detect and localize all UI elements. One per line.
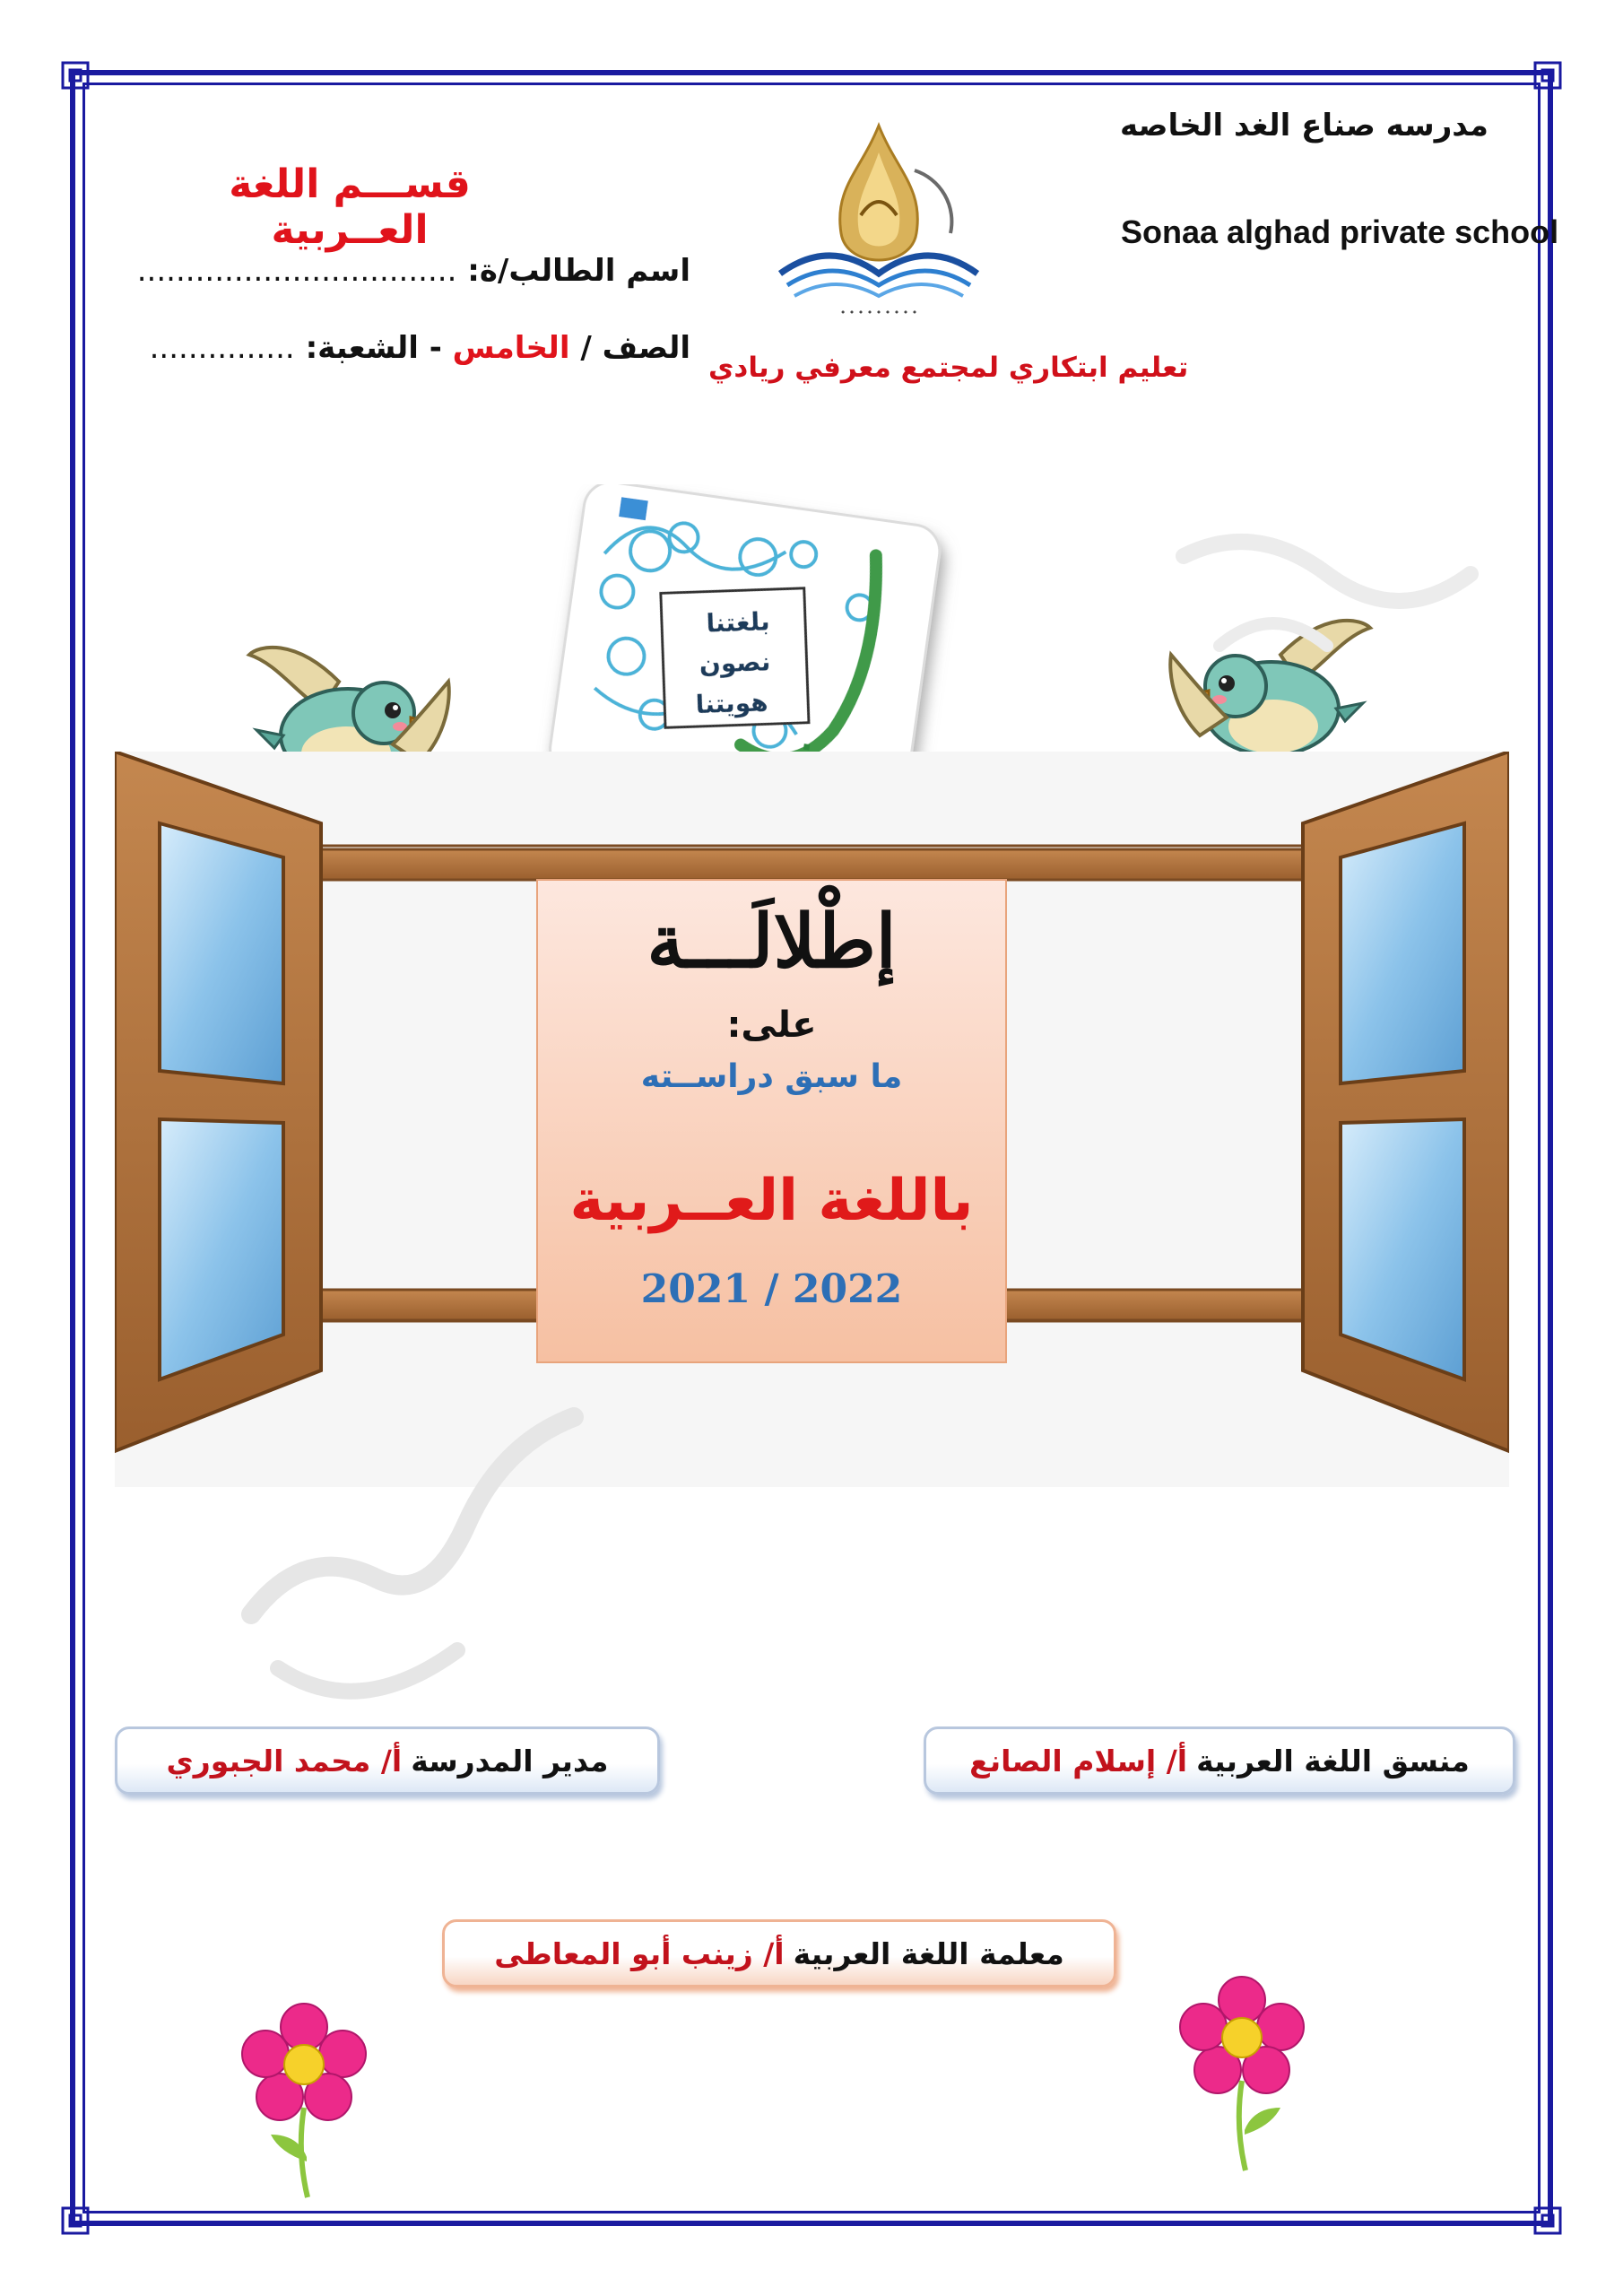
flower-illustration [1175, 1973, 1309, 2179]
corner-ornament [59, 59, 91, 91]
coordinator-box [924, 1726, 1515, 1795]
teacher-box [442, 1919, 1116, 1987]
watermark [224, 1345, 673, 1722]
student-name-field [117, 253, 690, 289]
student-name-label: اسم الطالب/ة: [467, 253, 690, 289]
corner-ornament [59, 2205, 91, 2237]
subject-title: باللغة العــربية [569, 1168, 974, 1234]
corner-ornament [1532, 59, 1564, 91]
principal-box [115, 1726, 660, 1795]
section-blank: ............... [149, 330, 295, 366]
teacher-name: أ/ زينب أبو المعاطى [494, 1935, 785, 1971]
principal-label: مدير المدرسة [411, 1743, 609, 1779]
coordinator-name: أ/ إسلام الصانع [969, 1743, 1188, 1779]
teacher-label: معلمة اللغة العربية [793, 1935, 1064, 1971]
school-name-english: Sonaa alghad private school [1121, 213, 1559, 250]
principal-name: أ/ محمد الجبوري [166, 1743, 403, 1779]
section-label: - الشعبة: [305, 330, 442, 366]
school-logo [771, 117, 986, 323]
class-field [117, 330, 690, 366]
school-slogan: تعليم ابتكاري لمجتمع معرفي ريادي [708, 352, 1189, 384]
school-name-arabic: مدرسه صناع الغد الخاصه [1120, 108, 1488, 144]
coordinator-label: منسق اللغة العربية [1196, 1743, 1470, 1779]
watermark [1166, 502, 1488, 753]
book-line-1: بلغتنا [705, 606, 771, 639]
book-line-2: نصون [699, 647, 771, 679]
title-card [536, 879, 1007, 1363]
book-line-3: هويتنا [695, 687, 769, 720]
svg-text:• • • • • • • • •: • • • • • • • • • [839, 307, 918, 318]
department-title: قســـم اللغة العــربية [229, 161, 471, 253]
flower-illustration [237, 2000, 371, 2206]
corner-ornament [1532, 2205, 1564, 2237]
class-label: الصف / [580, 330, 690, 366]
class-value: الخامس [452, 330, 570, 366]
academic-year: 2021 / 2022 [640, 1266, 903, 1312]
title-on-label: على: [726, 1004, 817, 1046]
previous-study-subtitle: ما سبق دراســته [640, 1058, 903, 1095]
student-name-blank: ................................. [136, 253, 457, 289]
main-title: إطْلالَـــة [647, 899, 897, 985]
